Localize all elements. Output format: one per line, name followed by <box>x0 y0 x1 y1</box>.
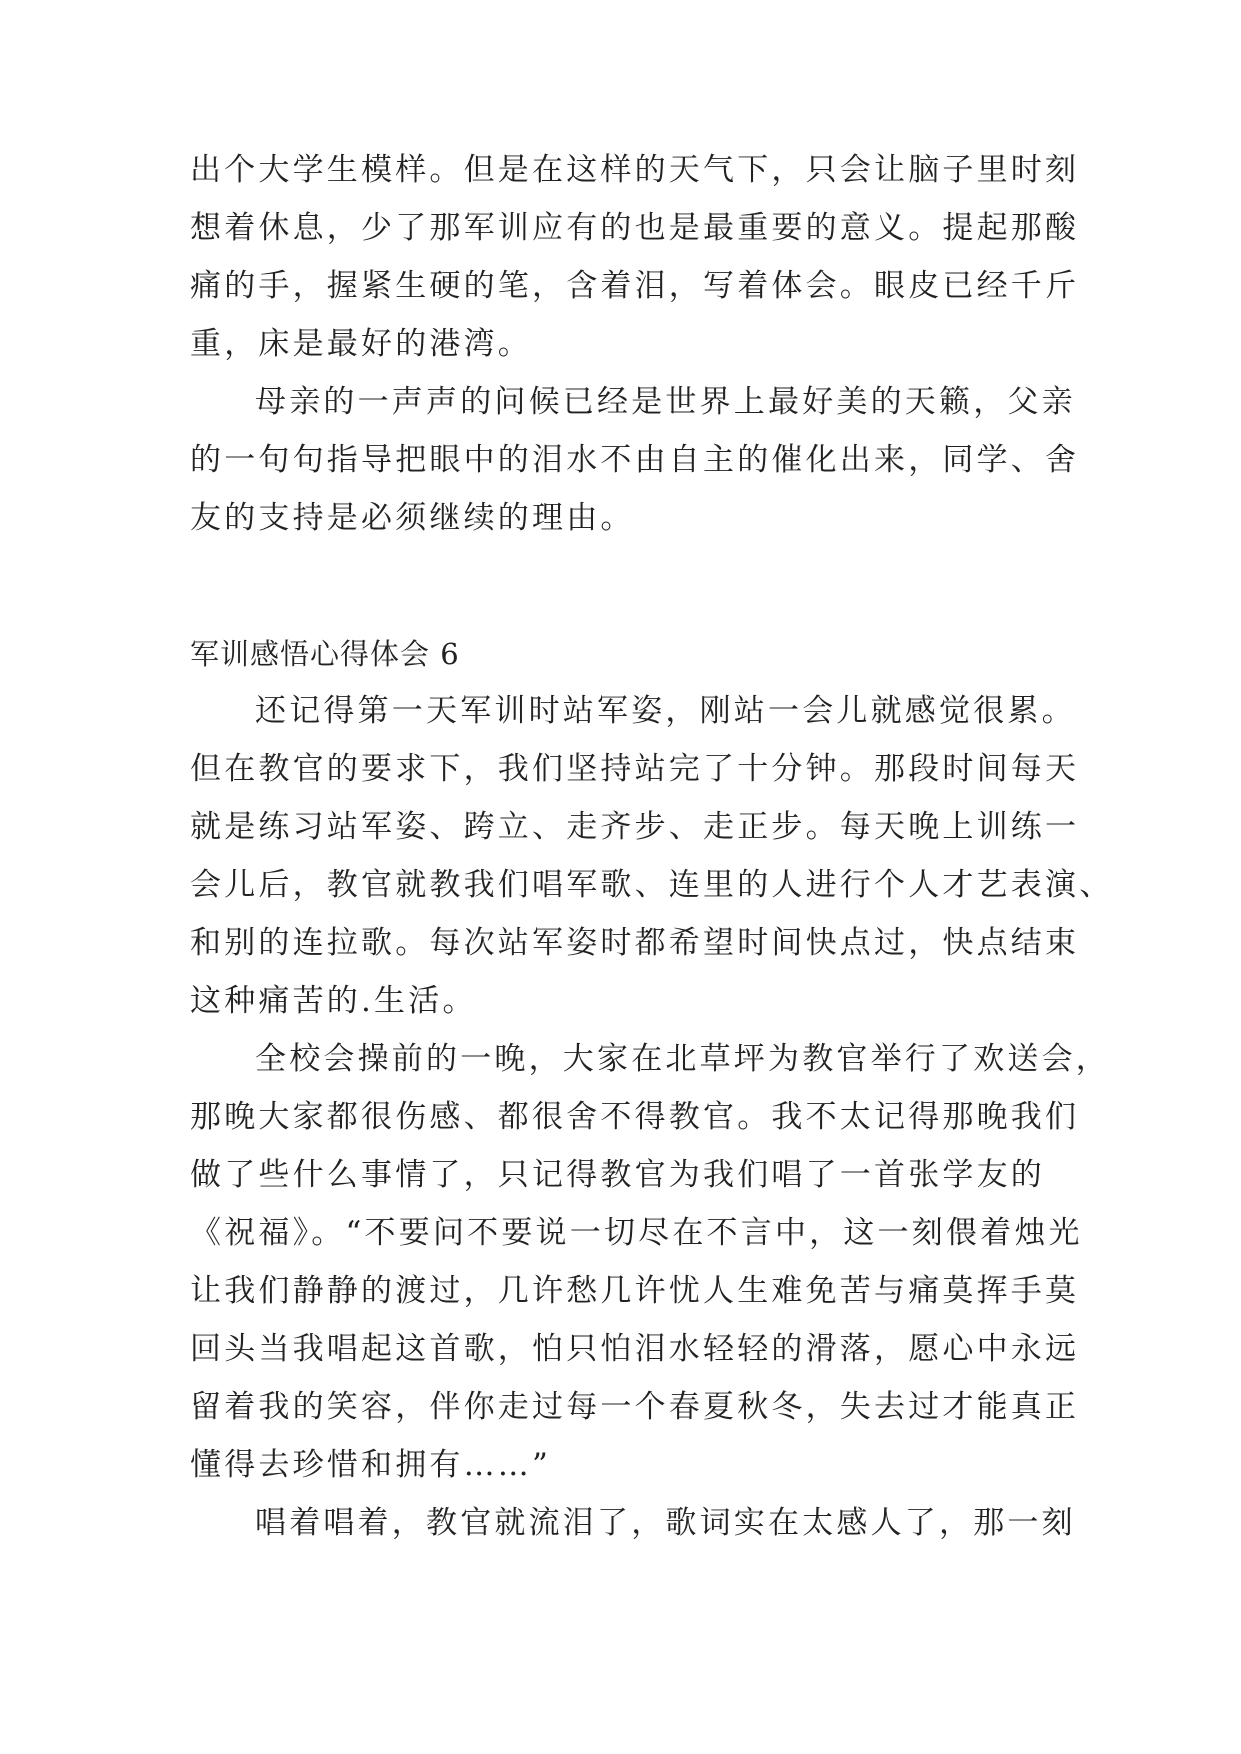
text-line: 懂得去珍惜和拥有……” <box>190 1447 552 1483</box>
text-line: 全校会操前的一晚，大家在北草坪为教官举行了欢送会， <box>255 1041 1110 1077</box>
paragraph <box>190 141 1080 373</box>
text-line: 痛的手，握紧生硬的笔，含着泪，写着体会。眼皮已经千斤 <box>190 268 1080 304</box>
text-line: 出个大学生模样。但是在这样的天气下，只会让脑子里时刻 <box>190 152 1080 188</box>
text-line: 这种痛苦的.生活。 <box>190 983 477 1019</box>
section-1 <box>190 141 1080 547</box>
text-line: 友的支持是必须继续的理由。 <box>190 500 635 536</box>
text-line: 那晚大家都很伤感、都很舍不得教官。我不太记得那晚我们 <box>190 1099 1080 1135</box>
paragraph <box>190 1030 1110 1494</box>
text-line: 回头当我唱起这首歌，怕只怕泪水轻轻的滑落，愿心中永远 <box>190 1331 1080 1367</box>
text-line: 会儿后，教官就教我们唱军歌、连里的人进行个人才艺表演、 <box>190 867 1114 903</box>
text-line: 想着休息，少了那军训应有的也是最重要的意义。提起那酸 <box>190 210 1080 246</box>
text-line: 就是练习站军姿、跨立、走齐步、走正步。每天晚上训练一 <box>190 809 1080 845</box>
paragraph <box>190 373 1080 547</box>
text-line: 还记得第一天军训时站军姿，刚站一会儿就感觉很累。 <box>255 693 1076 729</box>
text-line: 的一句句指导把眼中的泪水不由自主的催化出来，同学、舍 <box>190 442 1080 478</box>
section-2 <box>190 626 1114 1552</box>
text-line: 《祝福》。“不要问不要说一切尽在不言中，这一刻偎着烛光 <box>190 1215 1083 1251</box>
text-line: 让我们静静的渡过，几许愁几许忧人生难免苦与痛莫挥手莫 <box>190 1273 1080 1309</box>
text-line: 留着我的笑容，伴你走过每一个春夏秋冬，失去过才能真正 <box>190 1389 1080 1425</box>
paragraph <box>190 1494 1076 1552</box>
text-line: 做了些什么事情了，只记得教官为我们唱了一首张学友的 <box>190 1157 1045 1193</box>
text-line: 但在教官的要求下，我们坚持站完了十分钟。那段时间每天 <box>190 751 1080 787</box>
text-line: 和别的连拉歌。每次站军姿时都希望时间快点过，快点结束 <box>190 925 1080 961</box>
text-line: 唱着唱着，教官就流泪了，歌词实在太感人了，那一刻 <box>255 1505 1076 1541</box>
section-title: 军训感悟心得体会 6 <box>190 637 460 671</box>
text-line: 母亲的一声声的问候已经是世界上最好美的天籁，父亲 <box>255 384 1076 420</box>
text-line: 重，床是最好的港湾。 <box>190 326 532 362</box>
paragraph <box>190 682 1114 1030</box>
